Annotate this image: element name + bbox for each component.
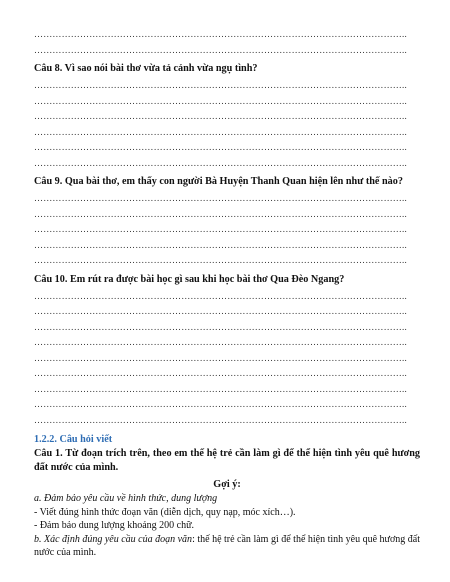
answer-line: ………………………………………………………………………………………………………….. [34,399,407,409]
writing-question-1: Câu 1. Từ đoạn trích trên, theo em thế hệ trẻ cần làm gì để thể hiện tình yêu quê hương đất nước của mình. [34,448,420,473]
question-10: Câu 10. Em rút ra được bài học gì sau khi học bài thơ Qua Đèo Ngang? [34,273,345,285]
answer-line: ………………………………………………………………………………………………………….. [34,157,407,168]
answer-line: ………………………………………………………………………………………………………….. [34,44,407,55]
answer-line: ………………………………………………………………………………………………………….. [34,142,407,152]
document-page [34,0,420,560]
hint-title: Gợi ý: [213,479,241,490]
question-9: Câu 9. Qua bài thơ, em thấy con người Bà Huyện Thanh Quan hiện lên như thế nào? [34,176,403,187]
hint-b-heading: b. Xác định đúng yêu cầu của đoạn văn [34,533,193,545]
hint-b-text: : thế hệ trẻ cần làm gì để thể hiện tình yêu quê hương đất nước của mình. [34,533,420,558]
hint-a-heading: a. Đảm bảo yêu cầu về hình thức, dung lượng [34,493,218,504]
answer-line: ………………………………………………………………………………………………………….. [34,29,407,39]
question-8: Câu 8. Vì sao nói bài thơ vừa tả cảnh vừa ngụ tình? [34,63,258,74]
answer-line: ………………………………………………………………………………………………………….. [34,352,407,363]
answer-line: ………………………………………………………………………………………………………….. [34,337,407,347]
answer-line: ………………………………………………………………………………………………………….. [34,111,407,121]
answer-line: ………………………………………………………………………………………………………….. [34,290,407,301]
answer-line: ………………………………………………………………………………………………………….. [34,368,407,378]
answer-line: ………………………………………………………………………………………………………….. [34,306,407,316]
hint-b [34,533,420,560]
hint-a-item-2: - Đảm bảo dung lượng khoảng 200 chữ. [34,520,194,531]
answer-line: ………………………………………………………………………………………………………….. [34,239,407,250]
answer-line: ………………………………………………………………………………………………………….. [34,126,407,137]
answer-line: ………………………………………………………………………………………………………….. [34,414,407,425]
answer-line: ………………………………………………………………………………………………………….. [34,193,407,203]
answer-line: ………………………………………………………………………………………………………….. [34,224,407,234]
section-heading: 1.2.2. Câu hỏi viết [34,434,113,445]
answer-line: ………………………………………………………………………………………………………….. [34,321,407,332]
answer-line: ………………………………………………………………………………………………………….. [34,255,407,265]
answer-line: ………………………………………………………………………………………………………….. [34,208,407,219]
answer-line: ………………………………………………………………………………………………………….. [34,95,407,106]
answer-line: ………………………………………………………………………………………………………….. [34,80,407,90]
answer-line: ………………………………………………………………………………………………………….. [34,383,407,394]
hint-a-item-1: - Viết đúng hình thức đoạn văn (diễn dịch, quy nạp, móc xích…). [34,506,296,518]
